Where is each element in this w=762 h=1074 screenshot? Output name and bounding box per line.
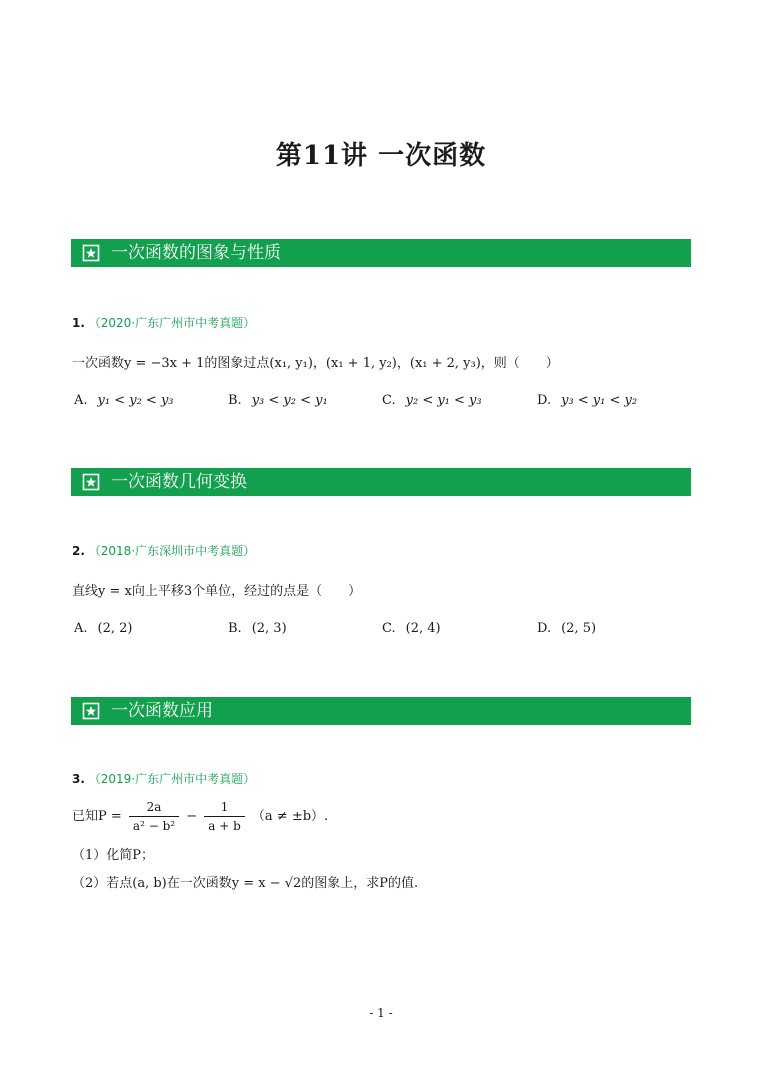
option-c: C. (2, 4) [382,621,441,636]
question-header-1 [72,314,255,331]
page-number: - 1 - [369,1006,393,1020]
section-header-2 [71,468,691,496]
bookmark-star-icon [82,702,100,720]
question-number: 3. [72,772,85,786]
question-stem-3: 已知P = $\frac{2a}{\text{a² − b²}}$ − $\frac{1}{a + b}$ （a ≠ ±b）. [72,800,329,833]
bookmark-star-icon [82,244,100,262]
page-title: 第11讲 一次函数 [275,141,487,171]
option-a: A. (2, 2) [74,621,133,636]
question-part-1: （1）化简P； [72,848,155,863]
option-b: B. (2, 3) [228,621,287,636]
question-number: 1. [72,316,85,330]
section-title: 一次函数几何变换 [111,472,247,492]
option-b: B. y₃ < y₂ < y₁ [228,393,328,408]
section-title: 一次函数应用 [111,701,213,721]
section-header-3 [71,697,691,725]
option-a: A. y₁ < y₂ < y₃ [74,393,174,408]
question-stem-2: 直线y = x向上平移3个单位，经过的点是（ ） [72,584,362,599]
section-title: 一次函数的图象与性质 [111,243,281,263]
bookmark-star-icon [82,473,100,491]
fraction-1: $\frac{2a}{\text{a² − b²}}$ [129,800,179,833]
question-header-2 [72,542,255,559]
option-d: D. (2, 5) [537,621,597,636]
question-part-2: （2）若点(a, b)在一次函数y = x − √2的图象上，求P的值. [72,876,419,891]
question-source: （2020·广东广州市中考真题） [88,316,256,330]
option-c: C. y₂ < y₁ < y₃ [382,393,482,408]
question-source: （2018·广东深圳市中考真题） [88,544,256,558]
question-stem-1: 一次函数y = −3x + 1的图象过点(x₁, y₁)，(x₁ + 1, y₂)，(x₁ + 2, y₃)，则（ ） [72,356,559,371]
question-source: （2019·广东广州市中考真题） [88,772,256,786]
question-number: 2. [72,544,85,558]
section-header-1 [71,239,691,267]
question-header-3 [72,770,255,787]
option-d: D. y₃ < y₁ < y₂ [537,393,638,408]
fraction-2: $\frac{1}{a + b}$ [204,800,245,833]
